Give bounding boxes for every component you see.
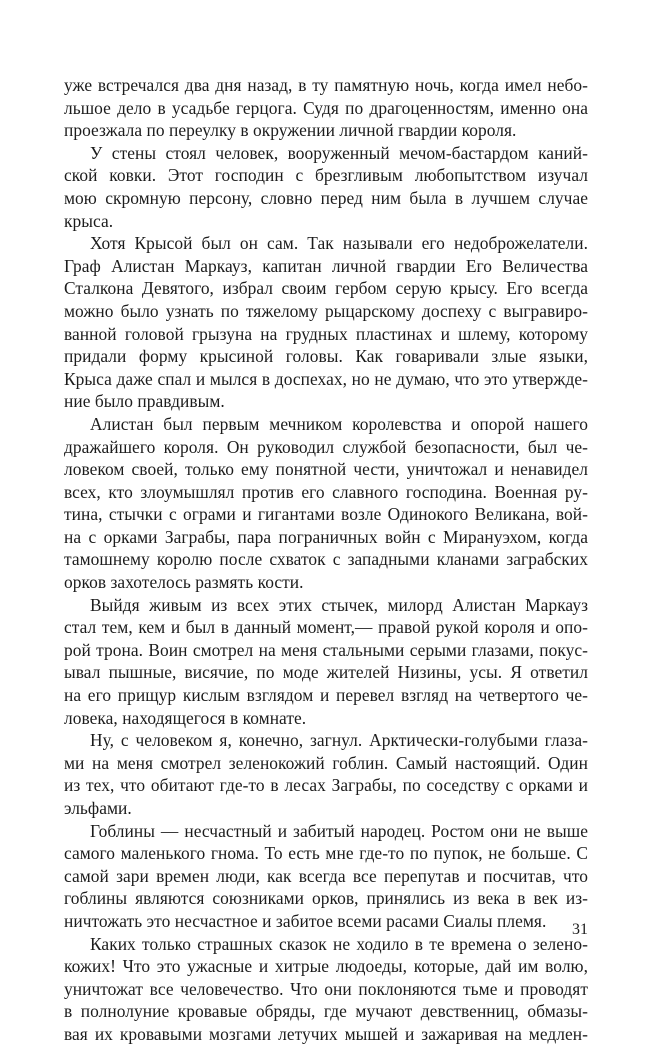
text-line: тамошнему королю после схваток с западными кланами заграбских xyxy=(64,549,588,570)
text-line: ничтожать это несчастное и забитое всеми расами Сиалы племя. xyxy=(64,910,547,931)
paragraph xyxy=(64,74,588,142)
text-line: Алистан был первым мечником королевства и опорой нашего xyxy=(90,413,588,434)
text-line: ми на меня смотрел зеленокожий гоблин. Самый настоящий. Один xyxy=(64,752,588,773)
text-line: Каких только страшных сказок не ходило в те времена о зелено- xyxy=(90,933,588,954)
text-line: дражайшего короля. Он руководил службой безопасности, был че- xyxy=(64,436,588,457)
text-line: ние было правдивым. xyxy=(64,391,225,412)
text-line: ывал пышные, висячие, по моде жителей Низины, усы. Я ответил xyxy=(64,662,588,683)
paragraph xyxy=(64,232,588,413)
text-line: на с орками Заграбы, пара пограничных войн с Мирануэхом, когда xyxy=(64,526,588,547)
body-text xyxy=(64,74,588,1046)
text-line: из тех, что обитают где-то в лесах Заграбы, по соседству с орками и xyxy=(64,775,588,796)
text-line: орков захотелось размять кости. xyxy=(64,572,304,593)
text-line: проезжала по переулку в окружении личной гвардии короля. xyxy=(64,120,517,141)
paragraph xyxy=(64,820,588,933)
text-line: в полнолуние кровавые обряды, где мучают девственниц, обмазы- xyxy=(64,1001,588,1022)
text-line: на его прищур кислым взглядом и перевел взгляд на четвертого че- xyxy=(64,685,588,706)
text-line: ловека, находящегося в комнате. xyxy=(64,707,307,728)
text-line: самой зари времен люди, как всегда все перепутав и посчитав, что xyxy=(64,865,588,886)
text-line: Крыса даже спал и мылся в доспехах, но не думаю, что это утвержде- xyxy=(64,368,588,389)
text-line: гоблины являются союзниками орков, принялись из века в век из- xyxy=(64,888,588,909)
paragraph xyxy=(64,729,588,819)
paragraph xyxy=(64,594,588,730)
text-line: ловеком своей, только ему понятной чести, уничтожал и ненавидел xyxy=(64,459,588,480)
text-line: Ну, с человеком я, конечно, загнул. Арктически-голубыми глаза- xyxy=(90,730,588,751)
paragraph xyxy=(64,933,588,1046)
text-line: уже встречался два дня назад, в ту памятную ночь, когда имел небо- xyxy=(64,75,588,95)
text-line: ванной головой грызуна на грудных пластинах и шлему, которому xyxy=(64,323,588,344)
text-line: стал тем, кем и был в данный момент,— правой рукой короля и опо- xyxy=(64,617,588,638)
text-line: рой трона. Воин смотрел на меня стальными серыми глазами, покус- xyxy=(64,639,588,660)
text-line: Граф Алистан Маркауз, капитан личной гвардии Его Величества xyxy=(64,255,588,276)
paragraph xyxy=(64,142,588,232)
page-number: 31 xyxy=(572,921,588,938)
text-line: Сталкона Девятого, избрал своим гербом серую крысу. Его всегда xyxy=(64,278,588,299)
text-line: уничтожат все человечество. Что они поклоняются тьме и проводят xyxy=(64,978,588,999)
text-line: вая их кровавыми мозгами летучих мышей и зажаривая на медлен- xyxy=(64,1023,588,1044)
text-line: самого маленького гнома. То есть мне где-то по пупок, не больше. С xyxy=(64,843,588,864)
text-line: можно было узнать по тяжелому рыцарскому доспеху с выгравиро- xyxy=(64,300,588,321)
paragraph xyxy=(64,413,588,594)
text-line: У стены стоял человек, вооруженный мечом-бастардом каний- xyxy=(90,142,588,163)
text-line: ской ковки. Этот господин с брезгливым любопытством изучал xyxy=(64,165,588,186)
text-line: Гоблины — несчастный и забитый народец. Ростом они не выше xyxy=(90,820,588,841)
text-line: льшое дело в усадьбе герцога. Судя по драгоценностям, именно она xyxy=(64,97,588,118)
text-line: Хотя Крысой был он сам. Так называли его недоброжелатели. xyxy=(90,233,588,254)
text-line: крыса. xyxy=(64,210,114,231)
text-line: кожих! Что это ужасные и хитрые людоеды, которые, дай им волю, xyxy=(64,956,588,977)
text-line: тина, стычки с ограми и гигантами возле Одинокого Великана, вой- xyxy=(64,504,588,525)
text-line: всех, кто злоумышлял против его славного господина. Военная ру- xyxy=(64,481,588,502)
text-line: Выйдя живым из всех этих стычек, милорд Алистан Маркауз xyxy=(90,594,588,615)
text-line: эльфами. xyxy=(64,798,132,818)
text-line: придали форму крысиной головы. Как говаривали злые языки, xyxy=(64,346,588,367)
text-line: мою скромную персону, словно перед ним была в лучшем случае xyxy=(64,187,588,208)
